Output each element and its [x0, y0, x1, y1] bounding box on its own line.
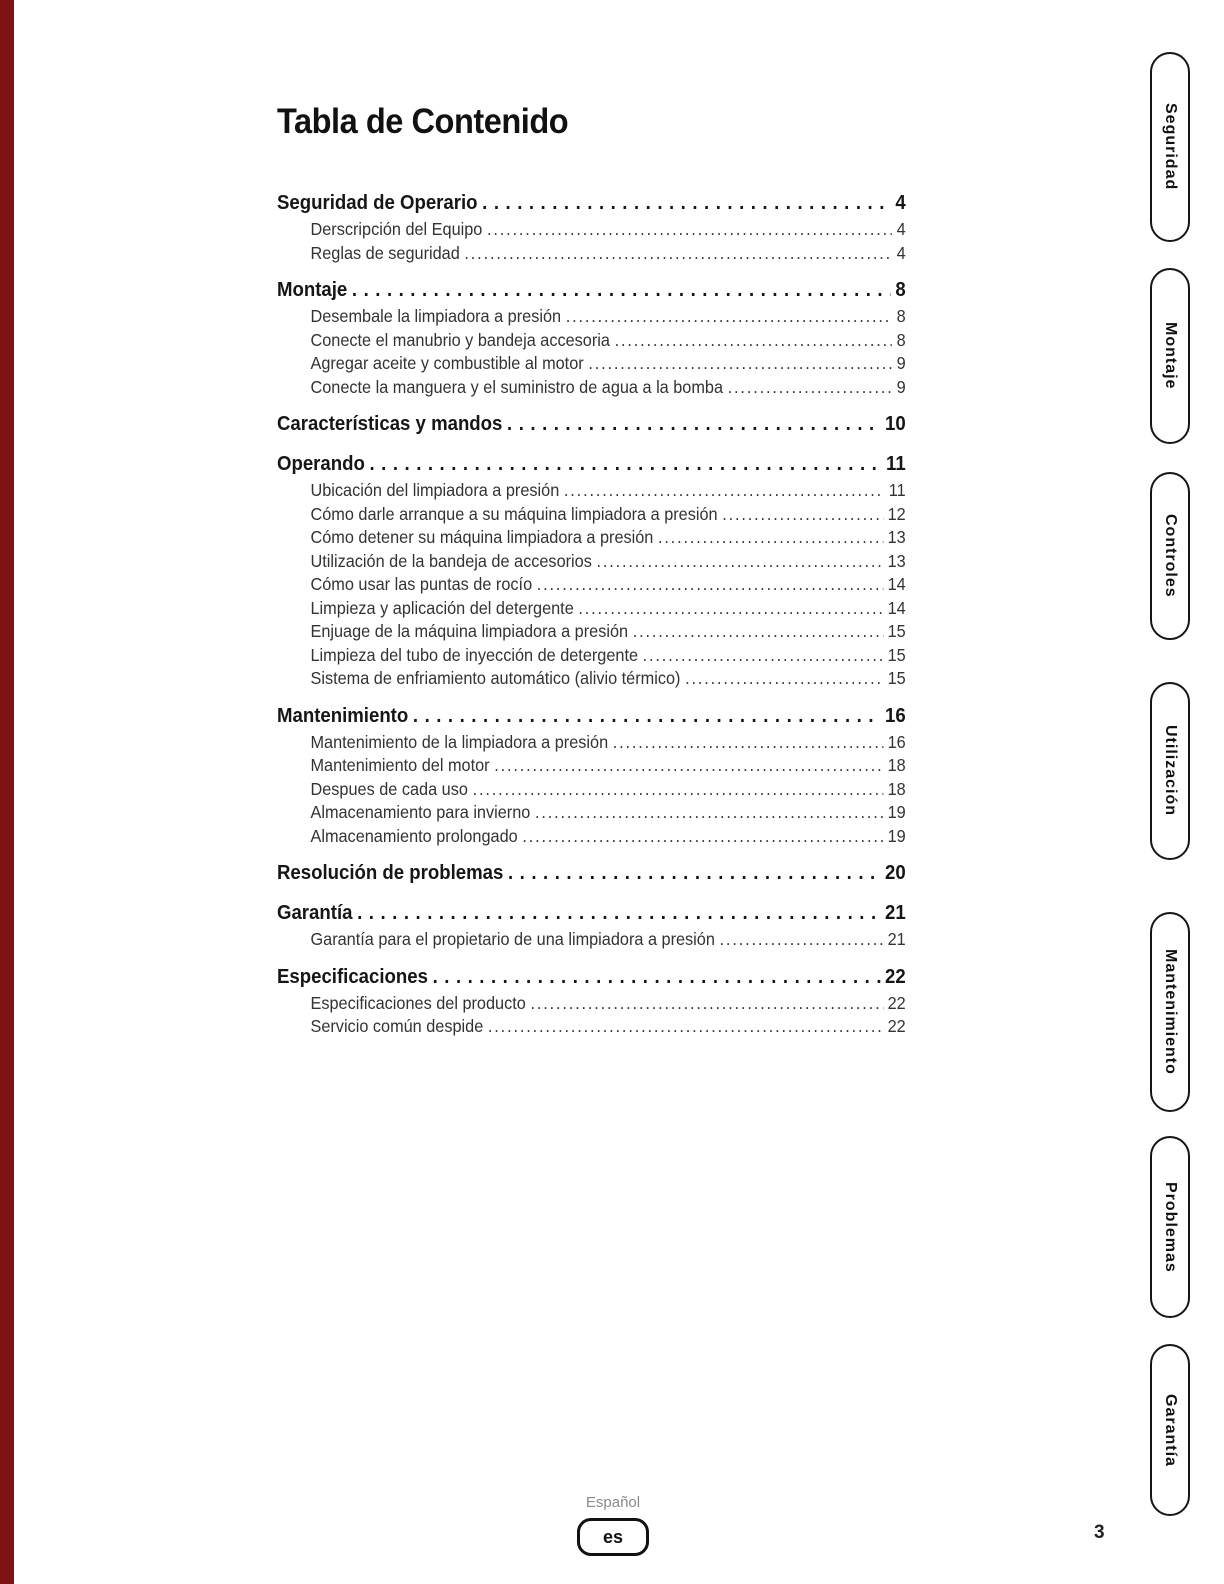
dot-leader [357, 898, 880, 928]
toc-item-row [277, 352, 906, 376]
toc-section-row [277, 898, 906, 928]
dot-leader [522, 825, 883, 849]
spanish-section-edge-bar [0, 0, 14, 1584]
toc-entry-label: Desembale la limpiadora a presión [310, 306, 562, 326]
toc-entry-label: Especificaciones del producto [310, 992, 526, 1013]
toc-entry-page: 10 [884, 413, 906, 435]
toc-entry-label: Cómo usar las puntas de rocío [310, 574, 533, 594]
toc-item-row [277, 479, 906, 503]
toc-entry-page: 4 [895, 192, 906, 214]
toc-entry-label: Conecte el manubrio y bandeja accesoria [310, 329, 610, 350]
toc-entry-page: 11 [888, 480, 906, 500]
toc-entry-label: Mantenimiento [277, 704, 409, 727]
toc-content [277, 98, 906, 1039]
dot-leader [643, 644, 883, 668]
toc-item-row [277, 526, 906, 550]
toc-entry-page: 21 [884, 902, 906, 924]
toc-entry-label: Garantía [277, 902, 353, 924]
dot-leader [685, 667, 883, 691]
dot-leader [722, 503, 883, 527]
side-tab-garantia [1150, 1344, 1190, 1516]
toc-item-row [277, 573, 906, 597]
dot-leader [530, 992, 882, 1016]
toc-section-row [277, 275, 906, 305]
toc-entry-page: 15 [887, 668, 906, 688]
dot-leader [537, 573, 883, 597]
toc-item-row [277, 778, 906, 802]
toc-entry-label: Características y mandos [277, 413, 503, 435]
dot-leader [566, 305, 892, 329]
dot-leader [488, 1015, 883, 1039]
toc-entry-page: 19 [887, 802, 906, 822]
toc-entry-label: Limpieza y aplicación del detergente [310, 597, 574, 618]
toc-entry-label: Almacenamiento para invierno [310, 802, 531, 822]
toc-entry-page: 19 [887, 825, 906, 846]
table-of-contents [277, 188, 906, 1039]
side-tab-label: Problemas [1162, 1181, 1179, 1273]
toc-entry-label: Cómo darle arranque a su máquina limpiadora a presión [310, 503, 718, 524]
dot-leader [487, 218, 892, 242]
toc-entry-label: Reglas de seguridad [310, 242, 460, 263]
toc-entry-label: Derscripción del Equipo [310, 219, 483, 239]
dot-leader [369, 449, 881, 479]
side-tab-label: Montaje [1162, 322, 1179, 390]
toc-item-row [277, 218, 906, 242]
toc-item-row [277, 1015, 906, 1039]
dot-leader [564, 479, 884, 503]
side-tab-mantenimiento [1150, 912, 1190, 1112]
toc-entry-page: 13 [887, 550, 906, 571]
toc-item-row [277, 550, 906, 574]
side-tab-label: Mantenimiento [1162, 949, 1179, 1075]
toc-entry-page: 15 [887, 644, 906, 665]
toc-item-row [277, 825, 906, 849]
toc-section-row [277, 409, 906, 439]
toc-entry-label: Seguridad de Operario [277, 192, 478, 214]
side-tab-label: Garantía [1162, 1393, 1179, 1467]
dot-leader [507, 409, 880, 439]
toc-item-row [277, 620, 906, 644]
toc-entry-page: 4 [896, 242, 906, 263]
side-tab-montaje [1150, 268, 1190, 444]
dot-leader [473, 778, 883, 802]
toc-section-row [277, 449, 906, 479]
toc-entry-label: Servicio común despide [310, 1016, 484, 1036]
toc-section-row [277, 858, 906, 888]
toc-entry-page: 22 [887, 992, 906, 1013]
dot-leader [658, 526, 883, 550]
toc-entry-label: Operando [277, 453, 365, 475]
side-tab-problemas [1150, 1136, 1190, 1318]
toc-entry-page: 11 [886, 453, 906, 475]
toc-item-row [277, 644, 906, 668]
language-label: Español [585, 1494, 641, 1511]
toc-entry-label: Garantía para el propietario de una limpiadora a presión [310, 929, 715, 949]
toc-entry-page: 20 [884, 862, 906, 884]
toc-entry-page: 8 [896, 306, 906, 326]
toc-entry-label: Cómo detener su máquina limpiadora a presión [310, 527, 654, 547]
toc-entry-label: Resolución de problemas [277, 862, 504, 884]
toc-entry-page: 9 [896, 353, 906, 373]
toc-entry-label: Enjuage de la máquina limpiadora a presión [310, 621, 629, 641]
dot-leader [615, 329, 892, 353]
toc-entry-page: 15 [887, 621, 906, 641]
toc-entry-label: Sistema de enfriamiento automático (alivio térmico) [310, 668, 681, 688]
dot-leader [578, 597, 883, 621]
toc-entry-page: 9 [896, 376, 906, 397]
toc-entry-page: 14 [887, 597, 906, 618]
side-tab-seguridad [1150, 52, 1190, 242]
dot-leader [613, 731, 883, 755]
side-tab-controles [1150, 472, 1190, 640]
toc-entry-label: Agregar aceite y combustible al motor [310, 353, 584, 373]
toc-item-row [277, 597, 906, 621]
toc-entry-label: Utilización de la bandeja de accesorios [310, 550, 592, 571]
toc-section-row [277, 188, 906, 218]
toc-entry-label: Montaje [277, 279, 348, 301]
toc-item-row [277, 667, 906, 691]
toc-entry-page: 8 [895, 279, 906, 301]
dot-leader [433, 962, 881, 992]
toc-item-row [277, 992, 906, 1016]
side-tab-label: Utilización [1162, 725, 1179, 817]
toc-item-row [277, 754, 906, 778]
toc-entry-page: 4 [896, 219, 906, 239]
dot-leader [720, 928, 883, 952]
toc-item-row [277, 801, 906, 825]
toc-entry-label: Mantenimiento de la limpiadora a presión [310, 731, 609, 752]
side-tab-label: Controles [1162, 514, 1179, 598]
toc-entry-page: 16 [884, 704, 906, 727]
dot-leader [352, 275, 891, 305]
toc-item-row [277, 242, 906, 266]
toc-item-row [277, 305, 906, 329]
toc-item-row [277, 928, 906, 952]
toc-entry-page: 22 [884, 965, 906, 988]
toc-entry-label: Limpieza del tubo de inyección de detergente [310, 644, 639, 665]
toc-entry-page: 21 [887, 929, 906, 949]
language-badge-code: es [602, 1526, 624, 1547]
page-title: Tabla de Contenido [277, 102, 569, 141]
toc-entry-page: 22 [887, 1016, 906, 1036]
dot-leader [508, 858, 880, 888]
side-tab-utilizacion [1150, 682, 1190, 860]
dot-leader [588, 352, 892, 376]
toc-entry-page: 16 [887, 731, 906, 752]
dot-leader [596, 550, 882, 574]
toc-entry-page: 8 [896, 329, 906, 350]
toc-entry-page: 14 [887, 574, 906, 594]
toc-entry-page: 12 [887, 503, 906, 524]
toc-section-row [277, 701, 906, 731]
toc-item-row [277, 731, 906, 755]
toc-item-row [277, 503, 906, 527]
dot-leader [633, 620, 883, 644]
dot-leader [464, 242, 892, 266]
toc-entry-label: Conecte la manguera y el suministro de agua a la bomba [310, 376, 724, 397]
toc-entry-label: Ubicación del limpiadora a presión [310, 480, 560, 500]
toc-item-row [277, 376, 906, 400]
language-badge [577, 1518, 649, 1556]
toc-entry-page: 13 [887, 527, 906, 547]
toc-item-row [277, 329, 906, 353]
dot-leader [482, 188, 891, 218]
dot-leader [535, 801, 883, 825]
toc-entry-label: Almacenamiento prolongado [310, 825, 518, 846]
dot-leader [728, 376, 892, 400]
toc-entry-page: 18 [887, 755, 906, 775]
toc-entry-label: Despues de cada uso [310, 778, 468, 799]
toc-entry-label: Mantenimiento del motor [310, 755, 490, 775]
section-bleed-tabs [1150, 0, 1196, 1584]
toc-entry-label: Especificaciones [277, 965, 428, 988]
toc-entry-page: 18 [887, 778, 906, 799]
dot-leader [413, 701, 880, 731]
page-number: 3 [1094, 1522, 1105, 1543]
side-tab-label: Seguridad [1162, 103, 1179, 191]
toc-section-row [277, 962, 906, 992]
dot-leader [494, 754, 883, 778]
